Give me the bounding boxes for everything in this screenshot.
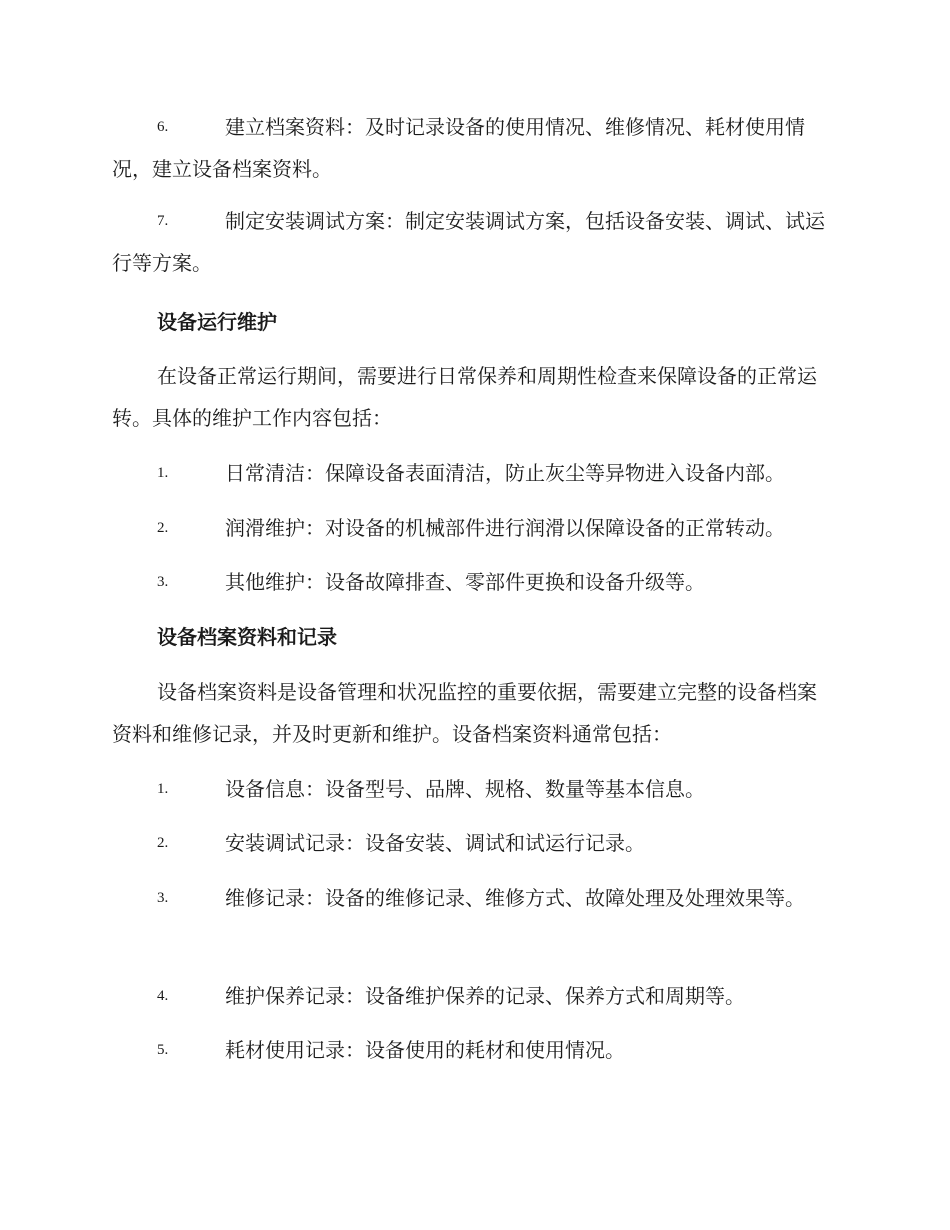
list-item [112, 822, 832, 864]
list-item [112, 1029, 832, 1071]
paragraph-text: 设备档案资料是设备管理和状况监控的重要依据，需要建立完整的设备档案资料和维修记录，并及时更新和维护。设备档案资料通常包括： [112, 680, 817, 746]
list-text: 润滑维护：对设备的机械部件进行润滑以保障设备的正常转动。 [225, 516, 785, 540]
list-number: 3. [157, 890, 169, 906]
list-item [112, 452, 832, 494]
section-heading: 设备档案资料和记录 [157, 625, 337, 649]
list-number: 4. [157, 988, 169, 1004]
list-item [112, 106, 832, 190]
list-number: 5. [157, 1042, 169, 1058]
section-heading: 设备运行维护 [157, 310, 277, 334]
paragraph-text: 在设备正常运行期间，需要进行日常保养和周期性检查来保障设备的正常运转。具体的维护工作内容包括： [112, 364, 817, 430]
list-text: 日常清洁：保障设备表面清洁，防止灰尘等异物进入设备内部。 [225, 461, 785, 485]
list-number: 6. [157, 119, 169, 135]
list-item [112, 507, 832, 549]
list-text: 建立档案资料：及时记录设备的使用情况、维修情况、耗材使用情况，建立设备档案资料。 [112, 115, 805, 181]
list-item [112, 768, 832, 810]
list-item [112, 877, 832, 919]
list-item [112, 200, 832, 284]
list-number: 3. [157, 574, 169, 590]
list-number: 2. [157, 835, 169, 851]
list-number: 2. [157, 520, 169, 536]
list-text: 耗材使用记录：设备使用的耗材和使用情况。 [225, 1038, 625, 1062]
section-intro [112, 671, 832, 755]
section-intro [112, 355, 832, 439]
list-text: 设备信息：设备型号、品牌、规格、数量等基本信息。 [225, 777, 705, 801]
list-number: 7. [157, 213, 169, 229]
list-number: 1. [157, 781, 169, 797]
list-text: 安装调试记录：设备安装、调试和试运行记录。 [225, 831, 645, 855]
list-text: 制定安装调试方案：制定安装调试方案，包括设备安装、调试、试运行等方案。 [112, 209, 825, 275]
list-item [112, 561, 832, 603]
list-text: 维修记录：设备的维修记录、维修方式、故障处理及处理效果等。 [225, 886, 805, 910]
list-number: 1. [157, 465, 169, 481]
list-text: 维护保养记录：设备维护保养的记录、保养方式和周期等。 [225, 984, 745, 1008]
list-item [112, 975, 832, 1017]
list-text: 其他维护：设备故障排查、零部件更换和设备升级等。 [225, 570, 705, 594]
